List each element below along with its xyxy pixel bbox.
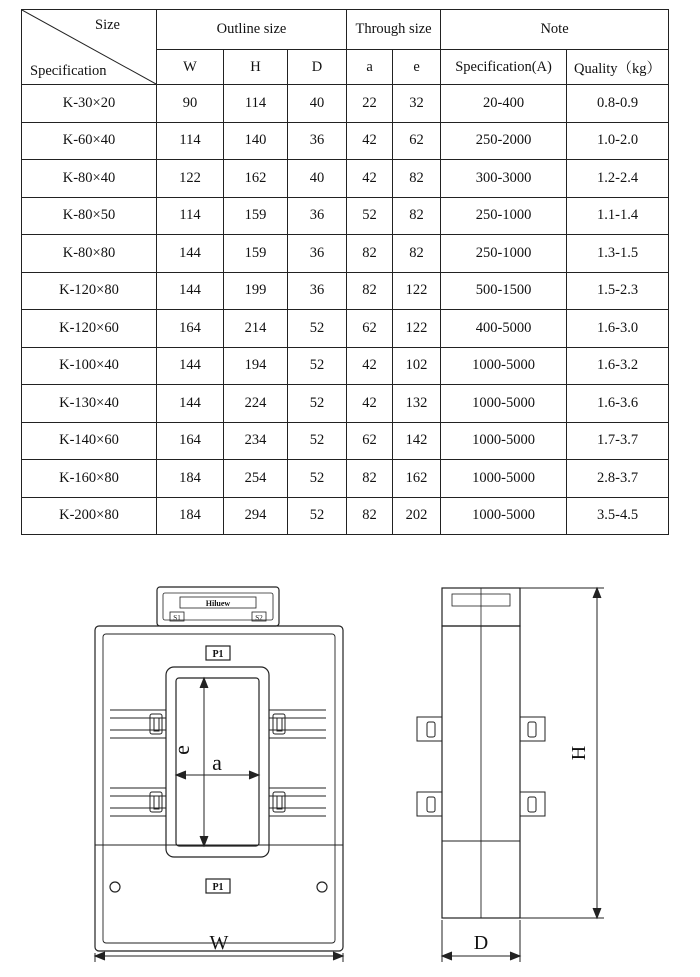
col-header-spec-a: Specification(A)	[441, 50, 567, 85]
cell-h: 234	[224, 422, 288, 460]
cell-spec-a: 500-1500	[441, 272, 567, 310]
cell-quality: 1.5-2.3	[567, 272, 669, 310]
cell-h: 162	[224, 160, 288, 198]
dimension-h-line	[520, 588, 604, 918]
cell-a: 82	[347, 460, 393, 498]
col-header-quality: Quality（kg）	[567, 50, 669, 85]
cell-spec: K-30×20	[22, 85, 157, 123]
cell-spec: K-120×80	[22, 272, 157, 310]
cell-a: 52	[347, 197, 393, 235]
mounting-hole-left	[110, 882, 120, 892]
cell-w: 144	[157, 385, 224, 423]
cell-d: 36	[288, 197, 347, 235]
cell-spec-a: 1000-5000	[441, 460, 567, 498]
technical-drawing	[0, 570, 700, 977]
cell-quality: 2.8-3.7	[567, 460, 669, 498]
cell-quality: 0.8-0.9	[567, 85, 669, 123]
cell-quality: 1.7-3.7	[567, 422, 669, 460]
cell-e: 102	[393, 347, 441, 385]
cell-spec-a: 250-1000	[441, 197, 567, 235]
cell-quality: 1.0-2.0	[567, 122, 669, 160]
cell-h: 159	[224, 235, 288, 273]
cell-w: 184	[157, 460, 224, 498]
table-row	[22, 385, 669, 423]
cell-quality: 1.6-3.6	[567, 385, 669, 423]
nameplate-text: Hiluew	[205, 599, 231, 608]
cell-w: 114	[157, 197, 224, 235]
cell-a: 42	[347, 347, 393, 385]
side-view	[417, 588, 604, 962]
cell-h: 114	[224, 85, 288, 123]
specification-table	[21, 9, 669, 535]
cell-d: 52	[288, 460, 347, 498]
cell-d: 36	[288, 272, 347, 310]
cell-w: 164	[157, 422, 224, 460]
cell-d: 36	[288, 235, 347, 273]
table-row	[22, 160, 669, 198]
cell-spec: K-160×80	[22, 460, 157, 498]
col-header-d: D	[288, 50, 347, 85]
cell-spec: K-60×40	[22, 122, 157, 160]
cell-quality: 1.6-3.0	[567, 310, 669, 348]
cell-d: 40	[288, 85, 347, 123]
cell-spec-a: 1000-5000	[441, 347, 567, 385]
dim-w-label: W	[209, 932, 229, 954]
right-brackets	[269, 710, 326, 816]
cell-quality: 1.6-3.2	[567, 347, 669, 385]
table-row	[22, 272, 669, 310]
cell-d: 36	[288, 122, 347, 160]
cell-spec: K-130×40	[22, 385, 157, 423]
cell-w: 184	[157, 497, 224, 535]
cell-spec-a: 20-400	[441, 85, 567, 123]
cell-e: 82	[393, 197, 441, 235]
cell-spec: K-120×60	[22, 310, 157, 348]
cell-e: 162	[393, 460, 441, 498]
table-row	[22, 235, 669, 273]
dim-d-label: D	[473, 932, 489, 954]
left-brackets	[110, 710, 166, 816]
cell-w: 144	[157, 235, 224, 273]
cell-w: 90	[157, 85, 224, 123]
table-row	[22, 497, 669, 535]
cell-e: 82	[393, 160, 441, 198]
cell-d: 52	[288, 497, 347, 535]
cell-spec: K-200×80	[22, 497, 157, 535]
cell-a: 82	[347, 235, 393, 273]
cell-spec: K-80×80	[22, 235, 157, 273]
note-header: Note	[441, 10, 669, 50]
specification-label: Specification	[30, 63, 107, 79]
p1-top-label: P1	[212, 649, 224, 660]
through-size-header: Through size	[347, 10, 441, 50]
cell-h: 199	[224, 272, 288, 310]
s1-label: S1	[173, 614, 181, 622]
cell-e: 142	[393, 422, 441, 460]
cell-quality: 1.1-1.4	[567, 197, 669, 235]
cell-spec: K-80×50	[22, 197, 157, 235]
cell-h: 294	[224, 497, 288, 535]
col-header-a: a	[347, 50, 393, 85]
cell-spec-a: 1000-5000	[441, 497, 567, 535]
cell-e: 122	[393, 272, 441, 310]
cell-e: 122	[393, 310, 441, 348]
cell-a: 42	[347, 385, 393, 423]
dim-h-label: H	[568, 745, 590, 761]
s2-label: S2	[255, 614, 263, 622]
cell-a: 62	[347, 310, 393, 348]
cell-quality: 1.2-2.4	[567, 160, 669, 198]
cell-a: 42	[347, 122, 393, 160]
cell-a: 42	[347, 160, 393, 198]
cell-e: 62	[393, 122, 441, 160]
outline-size-header: Outline size	[157, 10, 347, 50]
col-header-h: H	[224, 50, 288, 85]
cell-spec-a: 1000-5000	[441, 385, 567, 423]
dim-a-label: a	[212, 750, 222, 775]
dimension-e-line	[200, 678, 208, 846]
cell-quality: 3.5-4.5	[567, 497, 669, 535]
cell-spec-a: 300-3000	[441, 160, 567, 198]
cell-a: 22	[347, 85, 393, 123]
dim-e-label: e	[169, 745, 194, 755]
cell-h: 140	[224, 122, 288, 160]
cell-a: 62	[347, 422, 393, 460]
table-row	[22, 347, 669, 385]
table-row	[22, 310, 669, 348]
cell-h: 159	[224, 197, 288, 235]
corner-header-cell	[22, 10, 157, 85]
cell-spec-a: 250-1000	[441, 235, 567, 273]
cell-spec-a: 400-5000	[441, 310, 567, 348]
mounting-hole-right	[317, 882, 327, 892]
cell-e: 32	[393, 85, 441, 123]
cell-w: 144	[157, 272, 224, 310]
table-row	[22, 85, 669, 123]
cell-d: 52	[288, 422, 347, 460]
cell-a: 82	[347, 497, 393, 535]
cell-w: 122	[157, 160, 224, 198]
cell-spec: K-140×60	[22, 422, 157, 460]
col-header-e: e	[393, 50, 441, 85]
size-label: Size	[95, 17, 120, 33]
table-row	[22, 460, 669, 498]
cell-w: 144	[157, 347, 224, 385]
cell-spec: K-80×40	[22, 160, 157, 198]
table-row	[22, 422, 669, 460]
cell-h: 254	[224, 460, 288, 498]
cell-h: 224	[224, 385, 288, 423]
cell-h: 214	[224, 310, 288, 348]
cell-a: 82	[347, 272, 393, 310]
cell-spec-a: 1000-5000	[441, 422, 567, 460]
table-row	[22, 122, 669, 160]
cell-spec-a: 250-2000	[441, 122, 567, 160]
cell-w: 114	[157, 122, 224, 160]
cell-e: 132	[393, 385, 441, 423]
cell-w: 164	[157, 310, 224, 348]
cell-h: 194	[224, 347, 288, 385]
cell-e: 202	[393, 497, 441, 535]
cell-d: 52	[288, 310, 347, 348]
cell-d: 40	[288, 160, 347, 198]
cell-d: 52	[288, 347, 347, 385]
table-row	[22, 197, 669, 235]
cell-d: 52	[288, 385, 347, 423]
cell-e: 82	[393, 235, 441, 273]
cell-spec: K-100×40	[22, 347, 157, 385]
col-header-w: W	[157, 50, 224, 85]
p1-bottom-label: P1	[212, 882, 224, 893]
cell-quality: 1.3-1.5	[567, 235, 669, 273]
